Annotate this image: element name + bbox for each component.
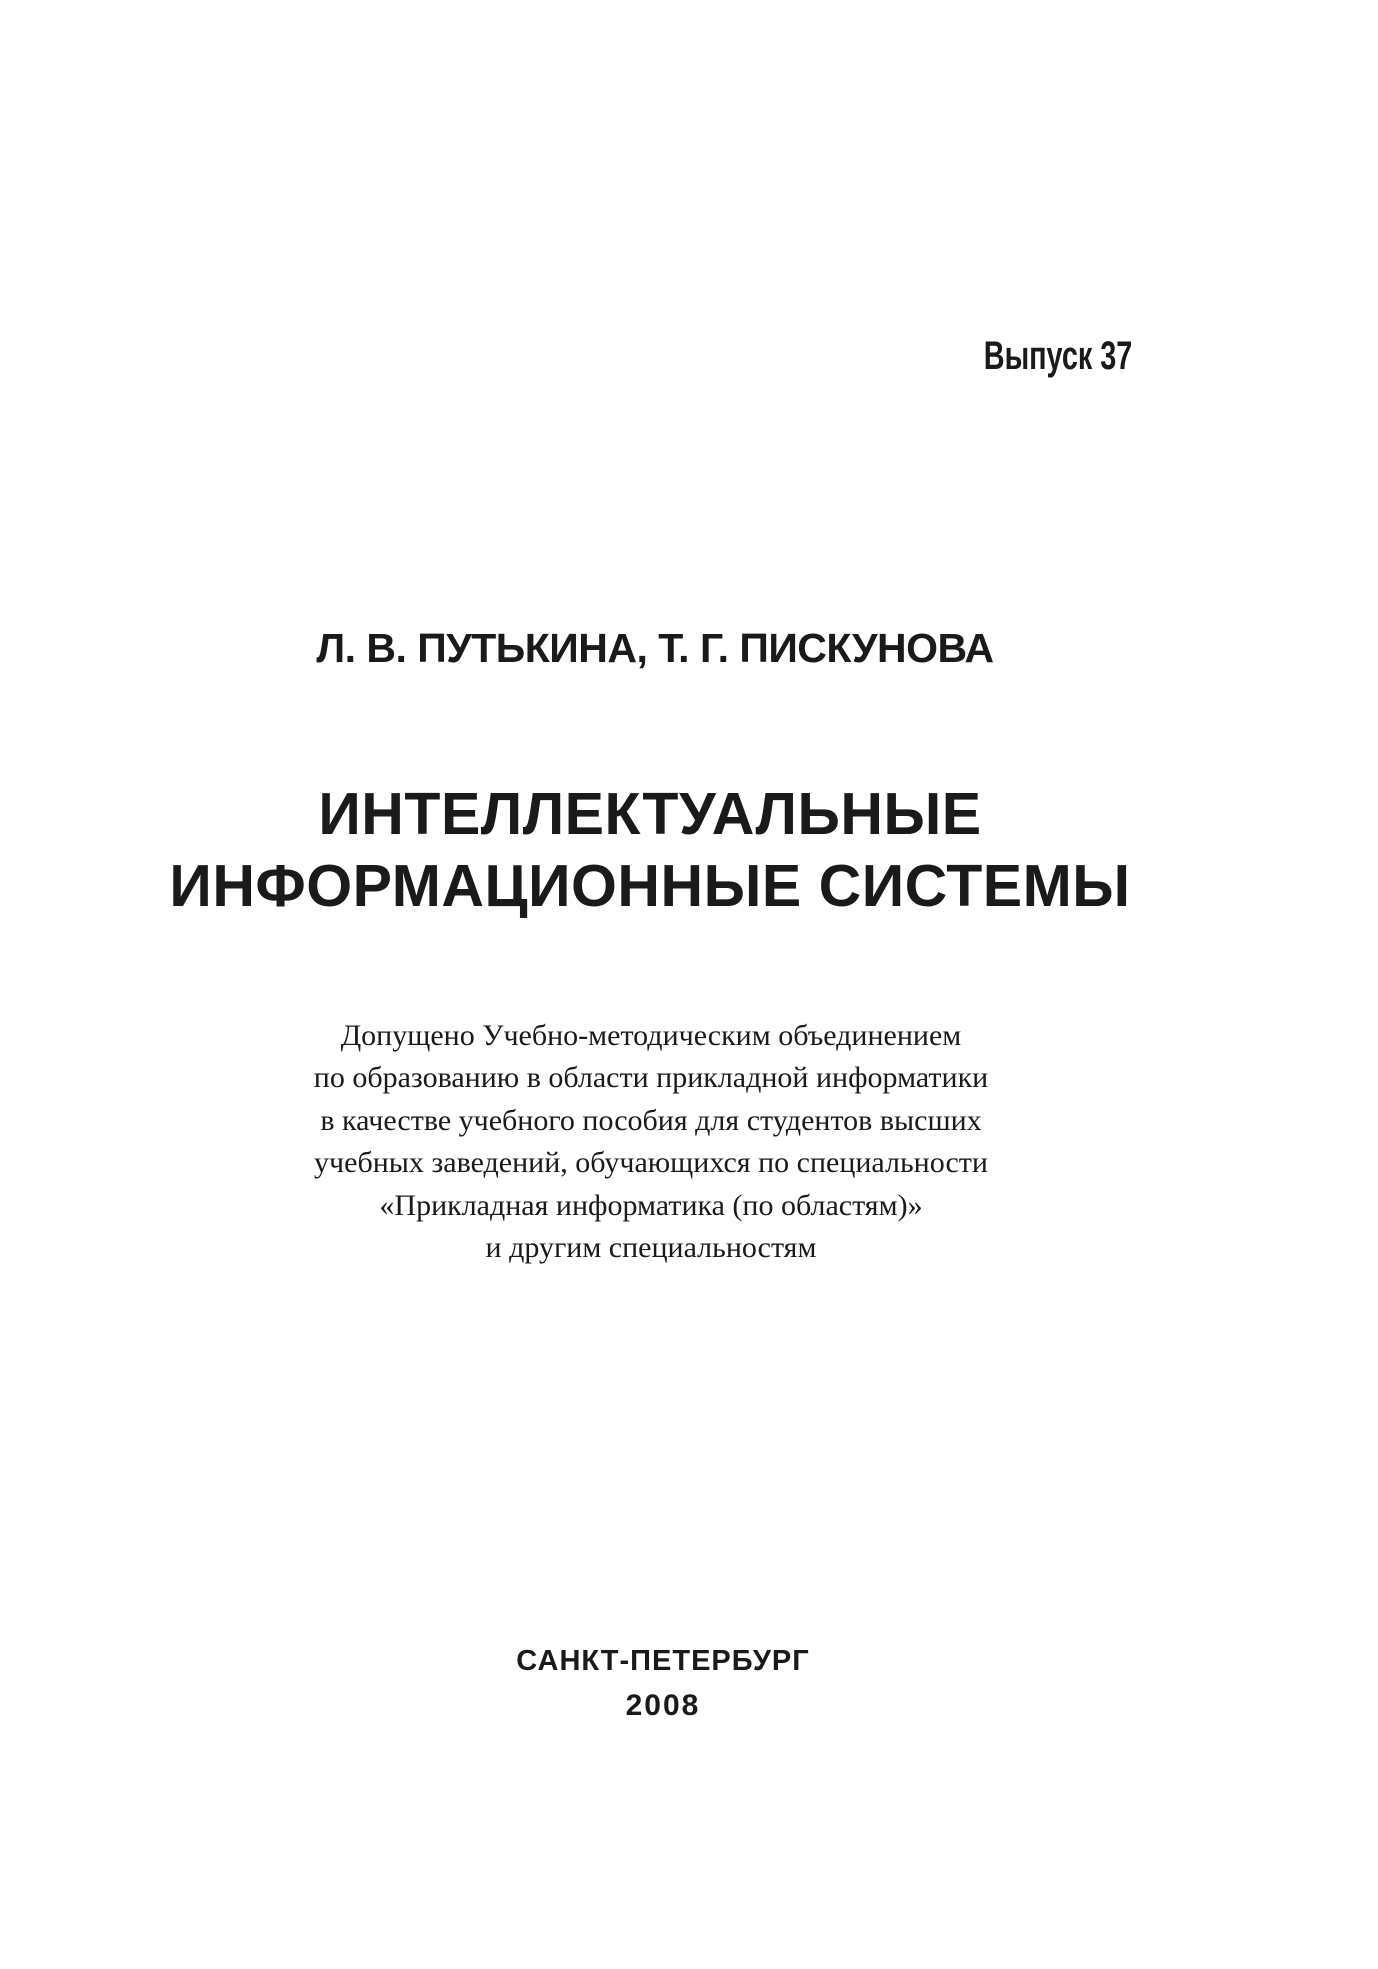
approval-statement	[0, 1015, 1302, 1269]
approval-line: учебных заведений, обучающихся по специальности	[314, 1146, 988, 1180]
approval-line: в качестве учебного пособия для студентов высших	[320, 1103, 982, 1137]
approval-line: «Прикладная информатика (по областям)»	[379, 1188, 923, 1222]
book-title	[0, 778, 1300, 922]
book-title-line: ИНФОРМАЦИОННЫЕ СИСТЕМЫ	[169, 853, 1131, 919]
book-authors: Л. В. ПУТЬКИНА, Т. Г. ПИСКУНОВА	[316, 625, 994, 671]
series-issue-label: Выпуск 37	[983, 334, 1132, 378]
approval-line: по образованию в области прикладной информатики	[313, 1061, 989, 1095]
approval-line: и другим специальностям	[485, 1231, 817, 1265]
imprint-year: 2008	[625, 1689, 701, 1722]
imprint-city: САНКТ-ПЕТЕРБУРГ	[516, 1645, 810, 1677]
book-title-line: ИНТЕЛЛЕКТУАЛЬНЫЕ	[318, 781, 982, 847]
approval-line: Допущено Учебно-методическим объединением	[340, 1019, 962, 1052]
